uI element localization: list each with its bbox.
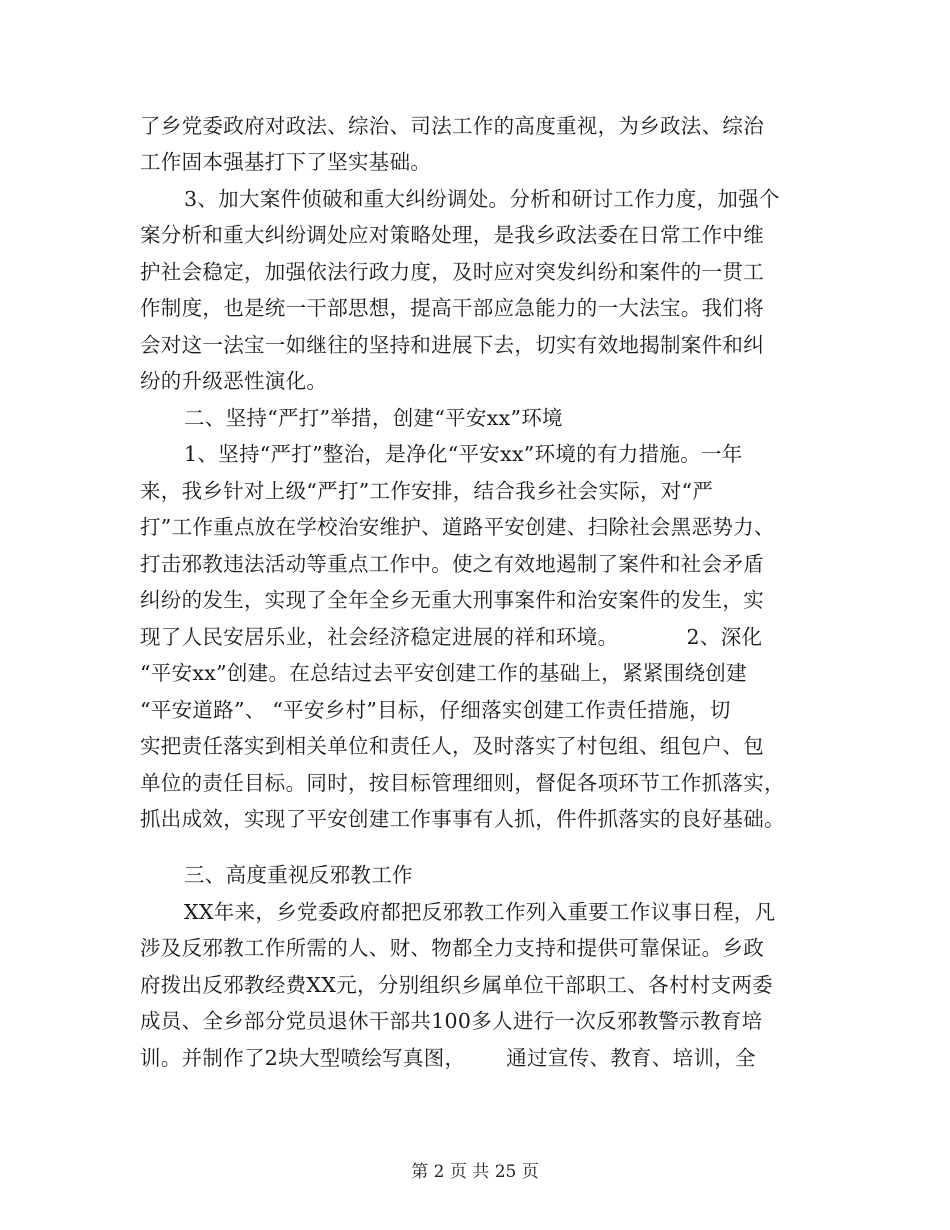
paragraph-line: 训。并制作了2块大型喷绘写真图， 通过宣传、教育、培训，全 — [140, 1046, 756, 1070]
paragraph-line: XX年来，乡党委政府都把反邪教工作列入重要工作议事日程，凡 — [184, 900, 776, 924]
paragraph-line: 作制度，也是统一干部思想，提高干部应急能力的一大法宝。我们将 — [140, 296, 764, 320]
paragraph-line: 来，我乡针对上级“严打”工作安排，结合我乡社会实际，对“严 — [140, 479, 714, 503]
paragraph-line: 二、坚持“严打”举措，创建“平安xx”环境 — [184, 406, 563, 430]
paragraph-line: 单位的责任目标。同时，按目标管理细则，督促各项环节工作抓落实， — [140, 771, 785, 795]
paragraph-line: 工作固本强基打下了坚实基础。 — [140, 150, 432, 174]
paragraph-line: 成员、全乡部分党员退休干部共100多人进行一次反邪教警示教育培 — [140, 1009, 763, 1033]
paragraph-line: 护社会稳定，加强依法行政力度，及时应对突发纠纷和案件的一贯工 — [140, 260, 764, 284]
paragraph-line: 实把责任落实到相关单位和责任人，及时落实了村包组、组包户、包 — [140, 734, 764, 758]
page-footer: 第 2 页 共 25 页 — [411, 1162, 539, 1182]
paragraph-line: 3、加大案件侦破和重大纠纷调处。分析和研讨工作力度，加强个 — [184, 187, 780, 211]
paragraph-line: 三、高度重视反邪教工作 — [184, 863, 413, 887]
paragraph-line: 了乡党委政府对政法、综治、司法工作的高度重视，为乡政法、综治 — [140, 114, 764, 138]
paragraph-line: 抓出成效，实现了平安创建工作事事有人抓，件件抓落实的良好基础。 — [140, 807, 785, 831]
paragraph-line: 涉及反邪教工作所需的人、财、物都全力支持和提供可靠保证。乡政 — [140, 936, 764, 960]
paragraph-line: 打击邪教违法活动等重点工作中。使之有效地遏制了案件和社会矛盾 — [140, 552, 764, 576]
paragraph-line: 1、坚持“严打”整治，是净化“平安xx”环境的有力措施。一年 — [184, 442, 743, 466]
paragraph-line: 打”工作重点放在学校治安维护、道路平安创建、扫除社会黑恶势力、 — [140, 515, 775, 539]
paragraph-line: “平安道路”、 “平安乡村”目标，仔细落实创建工作责任措施，切 — [140, 698, 731, 722]
paragraph-line: 府拨出反邪教经费XX元，分别组织乡属单位干部职工、各村村支两委 — [140, 973, 773, 997]
paragraph-line: 案分析和重大纠纷调处应对策略处理，是我乡政法委在日常工作中维 — [140, 223, 764, 247]
paragraph-line: 纷的升级恶性演化。 — [140, 369, 328, 393]
paragraph-line: “平安xx”创建。在总结过去平安创建工作的基础上，紧紧围绕创建 — [140, 661, 747, 685]
paragraph-line: 现了人民安居乐业，社会经济稳定进展的祥和环境。 2、深化 — [140, 625, 763, 649]
paragraph-line: 纠纷的发生，实现了全年全乡无重大刑事案件和治安案件的发生，实 — [140, 588, 764, 612]
paragraph-line: 会对这一法宝一如继往的坚持和进展下去，切实有效地揭制案件和纠 — [140, 333, 764, 357]
